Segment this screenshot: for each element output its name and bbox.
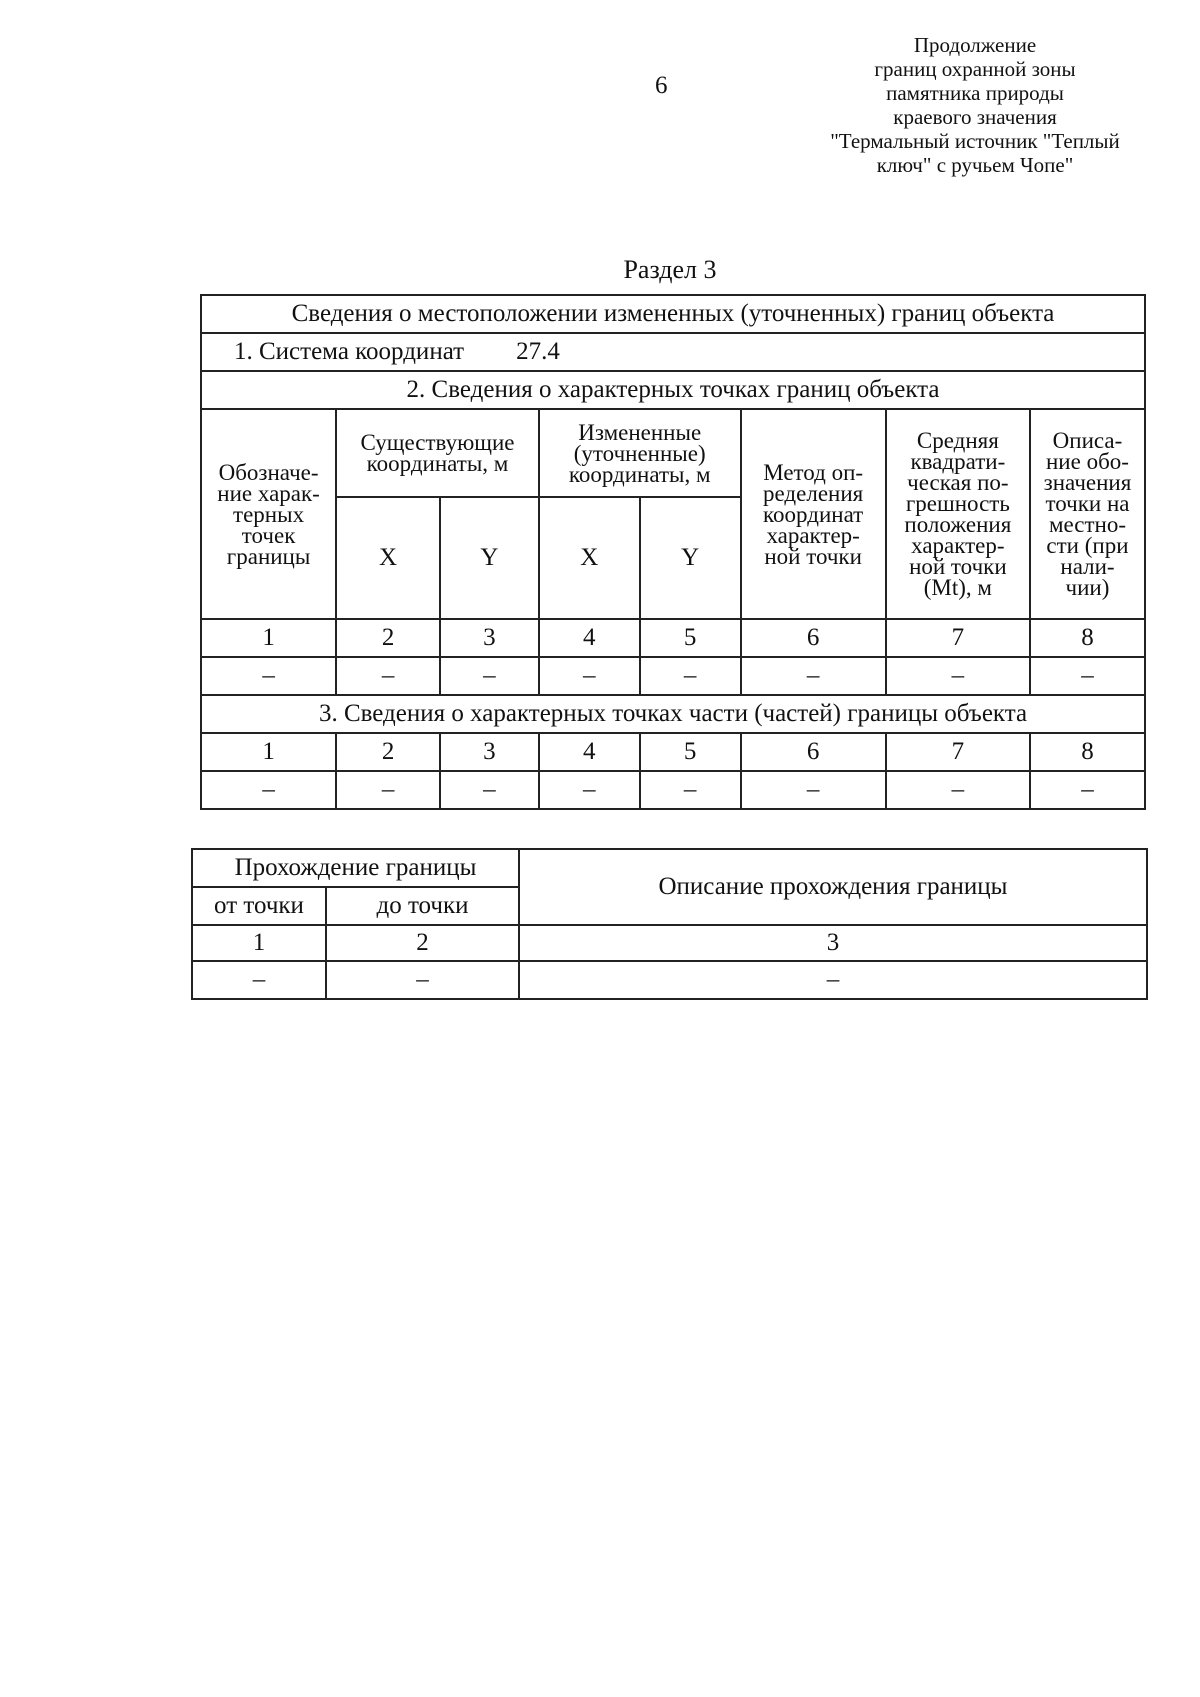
table-cell: – — [440, 657, 539, 695]
header-line: Средняя — [916, 428, 999, 453]
points-heading: 2. Сведения о характерных точках границ объекта — [201, 371, 1145, 409]
header-line: координат — [763, 501, 864, 527]
header-note-line: краевого значения — [893, 105, 1057, 129]
table-cell: – — [201, 657, 336, 695]
header-line: точки на — [1045, 491, 1130, 516]
header-line: границы — [226, 543, 311, 569]
table-cell: – — [326, 961, 519, 999]
column-number: 5 — [640, 619, 741, 657]
column-number: 5 — [640, 733, 741, 771]
column-number: 3 — [440, 619, 539, 657]
header-line: нали- — [1060, 554, 1115, 579]
changed-x-header: X — [539, 497, 640, 619]
header-note — [790, 33, 1160, 177]
column-number: 4 — [539, 619, 640, 657]
table-row — [201, 657, 1145, 695]
table-row — [192, 961, 1147, 999]
col-existing-header — [336, 409, 539, 497]
coord-system-value: 27.4 — [516, 338, 560, 365]
column-number: 7 — [886, 733, 1030, 771]
header-line: координаты, м — [568, 461, 711, 487]
column-number: 3 — [440, 733, 539, 771]
header-line: характер- — [766, 522, 860, 548]
header-note-line: памятника природы — [886, 81, 1064, 105]
col-error-header — [886, 409, 1030, 619]
from-point-header: от точки — [192, 887, 326, 925]
column-number: 2 — [336, 619, 440, 657]
header-line: координаты, м — [366, 451, 509, 476]
column-number: 2 — [326, 925, 519, 961]
column-number: 8 — [1030, 733, 1145, 771]
header-line: ческая по- — [907, 470, 1009, 495]
column-number: 6 — [741, 619, 886, 657]
header-line: Обозначе- — [218, 459, 319, 485]
header-note-line: границ охранной зоны — [874, 57, 1076, 81]
header-line: (Mt), м — [923, 575, 992, 600]
boundary-passage-table — [191, 848, 1148, 1000]
column-number: 8 — [1030, 619, 1145, 657]
column-number: 1 — [192, 925, 326, 961]
header-line: ной точки — [764, 543, 862, 569]
column-number: 2 — [336, 733, 440, 771]
table-cell: – — [440, 771, 539, 809]
table-cell: – — [539, 771, 640, 809]
header-line: местно- — [1048, 512, 1127, 537]
header-line: ределения — [763, 480, 864, 506]
column-number: 3 — [519, 925, 1147, 961]
column-number: 6 — [741, 733, 886, 771]
header-line: чии) — [1065, 575, 1110, 600]
header-line: Метод оп- — [763, 459, 864, 485]
header-line: квадрати- — [910, 449, 1006, 474]
table-cell: – — [201, 771, 336, 809]
table-cell: – — [640, 657, 741, 695]
coord-system-label: 1. Система координат — [234, 338, 465, 365]
column-number: 1 — [201, 619, 336, 657]
col-changed-header — [539, 409, 741, 497]
table-cell: – — [336, 657, 440, 695]
table-row — [201, 771, 1145, 809]
header-line: Существующие — [360, 430, 515, 455]
header-note-line: ключ" с ручьем Чопе" — [876, 153, 1074, 177]
header-line: грешность — [905, 491, 1010, 516]
header-line: терных — [233, 501, 305, 527]
header-line: ной точки — [909, 554, 1007, 579]
column-number-row — [201, 619, 1145, 657]
table-cell: – — [1030, 771, 1145, 809]
col-method-header — [741, 409, 886, 619]
table-title: Сведения о местоположении измененных (уточненных) границ объекта — [201, 295, 1145, 333]
header-line: положения — [904, 512, 1012, 537]
header-line: значения — [1043, 470, 1132, 495]
col-designation-header — [201, 409, 336, 619]
passage-heading: Прохождение границы — [192, 849, 519, 887]
header-line: Измененные — [578, 419, 702, 445]
description-heading: Описание прохождения границы — [519, 849, 1147, 925]
table-cell: – — [741, 657, 886, 695]
table-cell: – — [539, 657, 640, 695]
header-line: сти (при — [1046, 533, 1129, 558]
table-cell: – — [192, 961, 326, 999]
table-cell: – — [336, 771, 440, 809]
parts-heading: 3. Сведения о характерных точках части (частей) границы объекта — [201, 695, 1145, 733]
boundary-points-table — [200, 294, 1146, 810]
header-line: точек — [241, 522, 296, 548]
table-cell: – — [519, 961, 1147, 999]
changed-y-header: Y — [640, 497, 741, 619]
table-cell: – — [886, 771, 1030, 809]
parts-column-number-row — [201, 733, 1145, 771]
column-number: 7 — [886, 619, 1030, 657]
table-cell: – — [886, 657, 1030, 695]
existing-y-header: Y — [440, 497, 539, 619]
table-cell: – — [1030, 657, 1145, 695]
header-line: ние харак- — [217, 480, 320, 506]
header-note-line: "Термальный источник "Теплый — [830, 129, 1120, 153]
table-cell: – — [741, 771, 886, 809]
to-point-header: до точки — [326, 887, 519, 925]
header-note-line: Продолжение — [913, 33, 1037, 57]
table-cell: – — [640, 771, 741, 809]
section-title: Раздел 3 — [623, 255, 717, 284]
coord-system-row — [201, 333, 1145, 371]
header-line: (уточненные) — [573, 440, 706, 466]
column-number-row — [192, 925, 1147, 961]
page-number: 6 — [655, 72, 668, 99]
col-description-header — [1030, 409, 1145, 619]
existing-x-header: X — [336, 497, 440, 619]
column-number: 4 — [539, 733, 640, 771]
header-line: Описа- — [1052, 428, 1123, 453]
column-number: 1 — [201, 733, 336, 771]
header-line: ние обо- — [1046, 449, 1129, 474]
header-line: характер- — [911, 533, 1005, 558]
